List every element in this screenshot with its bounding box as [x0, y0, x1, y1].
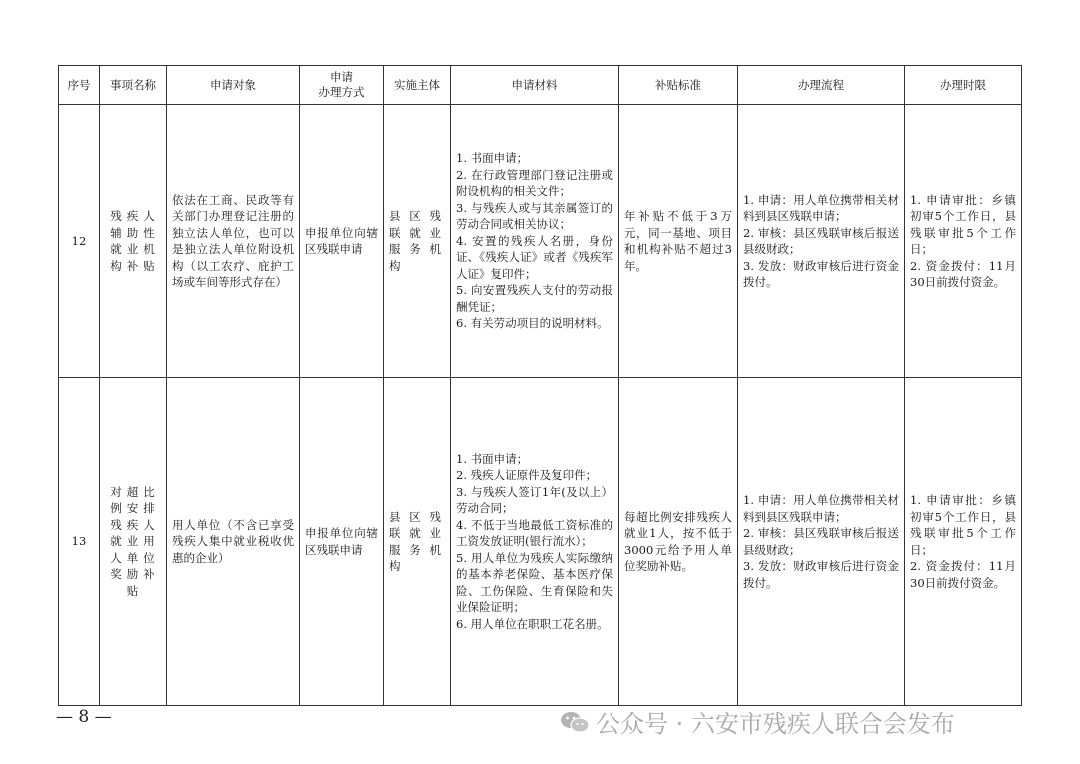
- watermark-text: 公众号 · 六安市残疾人联合会发布: [596, 710, 955, 738]
- application-target: 用人单位（不含已享受残疾人集中就业税收优惠的企业）: [167, 378, 300, 706]
- page-number: — 8 —: [56, 707, 112, 727]
- process-steps: 1. 申请：用人单位携带相关材料到县区残联申请； 2. 审核：县区残联审核后报送县级财政； 3. 发放：财政审核后进行资金拨付。: [738, 105, 905, 378]
- wechat-icon: [560, 710, 590, 734]
- subsidy-standard: 年补贴不低于3万元，同一基地、项目和机构补贴不超过3年。: [619, 105, 738, 378]
- time-limit: 1. 申请审批：乡镇初审5个工作日，县残联审批5个工作日； 2. 资金拨付：11月30日前拨付资金。: [905, 378, 1022, 706]
- header-timelimit: 办理时限: [905, 66, 1022, 105]
- table-row: [59, 105, 1022, 378]
- table-row: [59, 378, 1022, 706]
- header-item-name: 事项名称: [100, 66, 167, 105]
- application-method: 申报单位向辖区残联申请: [300, 378, 384, 706]
- row-number: 13: [59, 378, 100, 706]
- application-target: 依法在工商、民政等有关部门办理登记注册的独立法人单位，也可以是独立法人单位附设机构（以工农疗、庇护工场或车间等形式存在）: [167, 105, 300, 378]
- header-method: 申请 办理方式: [300, 66, 384, 105]
- header-standard: 补贴标准: [619, 66, 738, 105]
- item-name: 残疾人辅助性就业机构补贴: [100, 105, 167, 378]
- watermark: [560, 704, 955, 739]
- implementing-entity: 县区残联就业服务机构: [384, 378, 451, 706]
- application-materials: 1. 书面申请； 2. 残疾人证原件及复印件； 3. 与残疾人签订1年(及以上）劳动合同； 4. 不低于当地最低工资标准的工资发放证明(银行流水）； 5. 用人单位为残疾人实际缴纳的基本养老保险、基本医疗保险、工伤保险、生育保险和失业保险证明； 6. 用人单位在职职工花名册。: [451, 378, 619, 706]
- header-no: 序号: [59, 66, 100, 105]
- table-header-row: [59, 66, 1022, 105]
- header-target: 申请对象: [167, 66, 300, 105]
- header-process: 办理流程: [738, 66, 905, 105]
- header-materials: 申请材料: [451, 66, 619, 105]
- application-method: 申报单位向辖区残联申请: [300, 105, 384, 378]
- implementing-entity: 县区残联就业服务机构: [384, 105, 451, 378]
- time-limit: 1. 申请审批：乡镇初审5个工作日，县残联审批5个工作日； 2. 资金拨付：11月30日前拨付资金。: [905, 105, 1022, 378]
- application-materials: 1. 书面申请； 2. 在行政管理部门登记注册或附设机构的相关文件； 3. 与残疾人或与其亲属签订的劳动合同或相关协议； 4. 安置的残疾人名册，身份证、《残疾人证》或者《残疾军人证》复印件； 5. 向安置残疾人支付的劳动报酬凭证； 6. 有关劳动项目的说明材料。: [451, 105, 619, 378]
- item-name: 对超比例安排残疾人就业用人单位奖励补贴: [100, 378, 167, 706]
- row-number: 12: [59, 105, 100, 378]
- subsidy-standard: 每超比例安排残疾人就业1人，按不低于3000元给予用人单位奖励补贴。: [619, 378, 738, 706]
- process-steps: 1. 申请：用人单位携带相关材料到县区残联申请； 2. 审核：县区残联审核后报送县级财政； 3. 发放：财政审核后进行资金拨付。: [738, 378, 905, 706]
- header-entity: 实施主体: [384, 66, 451, 105]
- policy-table: [58, 65, 1022, 706]
